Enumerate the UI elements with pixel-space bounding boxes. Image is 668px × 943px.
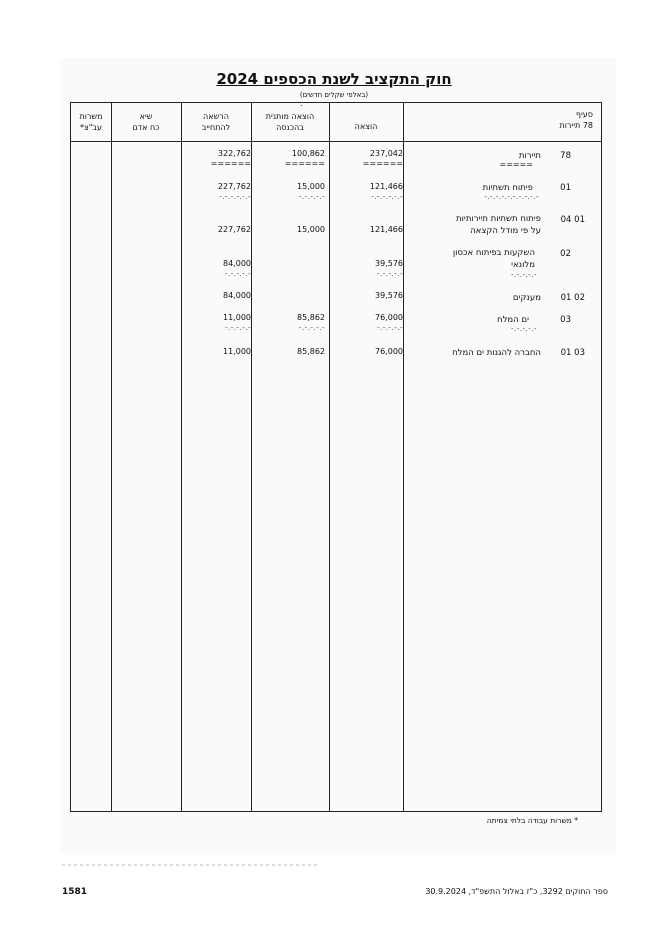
row-code: 01	[560, 183, 571, 193]
underline-mark: -.-.-.-.-	[376, 270, 403, 278]
row-code: 01 04	[560, 215, 585, 225]
row-code: 02 01	[560, 293, 585, 303]
page-title: חוק התקציב לשנת הכספים 2024	[216, 70, 452, 88]
header-section: סעיף 78 תיירות	[559, 110, 593, 130]
commitment-value: 11,000	[223, 347, 251, 356]
commitment-value: 11,000	[223, 313, 251, 322]
underline-mark: =====	[499, 160, 533, 169]
footnote: * משרות עבודה בלתי צמיתה	[486, 816, 578, 825]
col-divider	[251, 103, 252, 811]
expense-value: 39,576	[375, 259, 403, 268]
header-divider	[71, 141, 601, 142]
expense-value: 237,042	[369, 149, 403, 158]
conditional-value: 15,000	[297, 182, 325, 191]
conditional-value: 85,862	[297, 313, 325, 322]
expense-value: 121,466	[369, 182, 403, 191]
page-subtitle: (באלפי שקלים חדשים)	[299, 91, 369, 99]
header-manpower: שיא כח אדם	[132, 112, 160, 132]
gazette-reference: ספר החוקים 3292, כ"ז באלול התשפ"ד, 30.9.2024	[425, 887, 608, 896]
col-divider	[403, 103, 404, 811]
page-number: 1581	[62, 887, 88, 897]
row-code: 03	[560, 315, 571, 325]
commitment-value: 84,000	[223, 291, 251, 300]
conditional-value: 100,862	[291, 149, 325, 158]
underline-mark: -.-.-.-.-	[224, 324, 251, 332]
underline-mark: -.-.-.-.-	[510, 325, 537, 333]
row-label: ים המלח	[497, 315, 529, 325]
expense-value: 76,000	[375, 313, 403, 322]
col-divider	[111, 103, 112, 811]
commitment-value: 322,762	[217, 149, 251, 158]
underline-mark: -.-.-.-.-.-.-.-.-.-	[484, 193, 539, 201]
underline-mark: ======	[210, 159, 251, 168]
expense-value: 39,576	[375, 291, 403, 300]
row-label: פיתוח תשתיות תיירותיות על פי מודל הקצאה	[456, 214, 541, 236]
expense-value: 121,466	[369, 225, 403, 234]
header-conditional-expense: הוצאה מותנית בהכנסה	[265, 112, 315, 132]
col-divider	[181, 103, 182, 811]
row-label: מענקים	[512, 293, 541, 303]
underline-mark: -.-.-.-.-	[298, 324, 325, 332]
conditional-value: 85,862	[297, 347, 325, 356]
row-label: השקעות בפיתוח אכסון מלונאי	[452, 248, 535, 270]
underline-mark: ======	[362, 159, 403, 168]
underline-mark: -.-.-.-.-.-	[219, 193, 251, 201]
commitment-value: 84,000	[223, 259, 251, 268]
underline-mark: ======	[284, 159, 325, 168]
row-label: תיירות	[518, 151, 541, 161]
header-expense: הוצאה	[354, 122, 378, 131]
expense-value: 76,000	[375, 347, 403, 356]
commitment-value: 227,762	[217, 225, 251, 234]
conditional-value: 15,000	[297, 225, 325, 234]
underline-mark: -.-.-.-.-	[224, 270, 251, 278]
header-positions: משרות עב"צ*	[79, 112, 103, 132]
row-code: 78	[560, 151, 571, 161]
row-code: 02	[560, 249, 571, 259]
budget-table	[70, 102, 602, 812]
scan-artifact	[62, 864, 320, 866]
row-label: החברה להגנות ים המלח	[452, 348, 541, 358]
commitment-value: 227,762	[217, 182, 251, 191]
header-commitment: הרשאה להתחייב	[201, 112, 231, 132]
underline-mark: -.-.-.-.-.-	[371, 193, 403, 201]
stray-mark: .	[300, 99, 303, 108]
underline-mark: -.-.-.-.-	[510, 271, 537, 279]
row-code: 03 01	[560, 348, 585, 358]
underline-mark: -.-.-.-.-	[298, 193, 325, 201]
row-label: פיתוח תשתיות	[482, 183, 533, 193]
col-divider	[329, 103, 330, 811]
underline-mark: -.-.-.-.-	[376, 324, 403, 332]
